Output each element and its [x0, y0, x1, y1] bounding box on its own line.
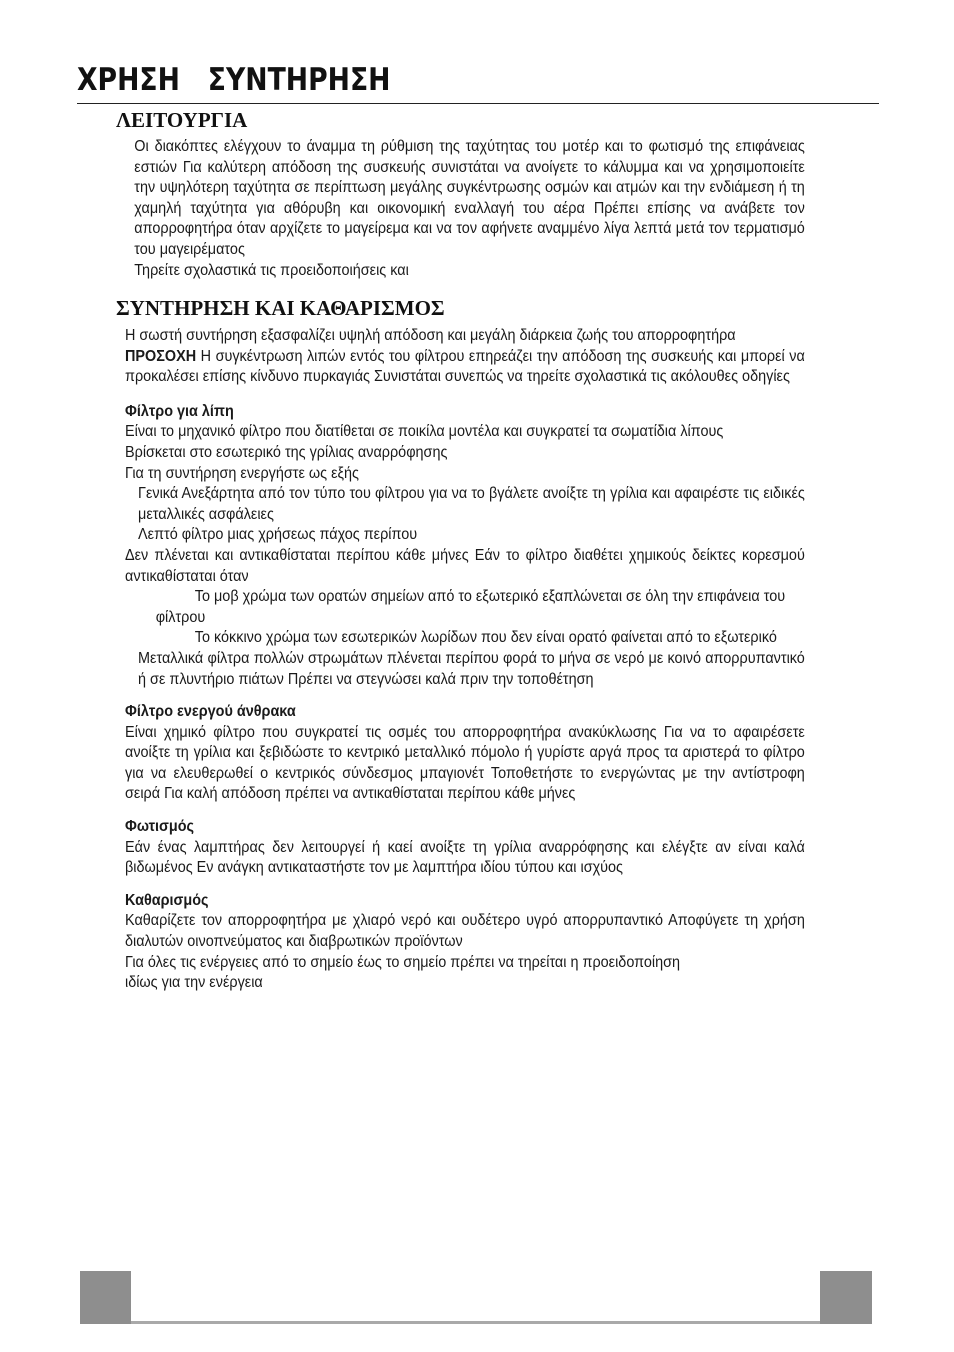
footer-left-box — [80, 1271, 131, 1324]
lighting-heading: Φωτισμός — [125, 818, 195, 836]
grease-filter-line1: Είναι το μηχανικό φίλτρο που διατίθεται σε ποικίλα μοντέλα και συγκρατεί τα σωματίδια λίπους — [125, 423, 724, 441]
grease-filter-metal: Μεταλλικά φίλτρα πολλών στρωμάτων πλένεται περίπου φορά το μήνα σε νερό με κοινό απορρυπαντικό ή σε πλυντήριο πιάτων Πρέπει να στεγνώσει καλά πριν την τοποθέτηση — [138, 649, 805, 688]
grease-filter-general: Γενικά Ανεξάρτητα από τον τύπο του φίλτρου για να το βγάλετε ανοίξτε τη γρίλια και αφαιρέστε τις ειδικές μεταλλικές ασφάλειες — [138, 485, 805, 523]
cleaning-note: Για όλες τις ενέργειες από το σημείο έως το σημείο πρέπει να τηρείται η προειδοποίηση — [125, 953, 681, 971]
cleaning-text: Καθαρίζετε τον απορροφητήρα με χλιαρό νερό και ουδέτερο υγρό απορρυπαντικό Αποφύγετε τη χρήση διαλυτών οινοπνεύματος και διαβρωτικών προϊόντων — [125, 912, 805, 951]
operation-warning-note: Τηρείτε σχολαστικά τις προειδοποιήσεις και — [134, 261, 409, 279]
maintenance-heading: ΣΥΝΤΗΡΗΣΗ ΚΑΙ ΚΑΘΑΡΙΣΜΟΣ — [116, 296, 445, 320]
operation-paragraph: Οι διακόπτες ελέγχουν το άναμμα τη ρύθμιση της ταχύτητας του μοτέρ και το φωτισμό της επιφάνειας εστιών Για καλύτερη απόδοση της συσκευής συνιστάται να ανοίγετε το κάλυμμα και να χρησιμοποιείτε την υψηλότερη ταχύτητα σε περίπτωση μεγάλης συγκέντρωσης οσμών και ατμών και την ενδιάμεση ή τη χαμηλή ταχύτητα για αθόρυβη και οικονομική εναλλαγή του αέρα Πρέπει επίσης να ανάβετε τον απορροφητήρα όταν αρχίζετε το μαγείρεμα και να τον αφήνετε αναμμένο λίγα λεπτά μετά τον τερματισμό του μαγειρέματος — [134, 138, 805, 258]
operation-section — [125, 137, 805, 281]
operation-heading: ΛΕΙΤΟΥΡΓΙΑ — [116, 108, 248, 132]
grease-filter-indicator1: Το μοβ χρώμα των ορατών σημείων από το εξωτερικό εξαπλώνεται σε όλη την επιφάνεια του — [194, 588, 786, 606]
page-title: ΧΡΗΣΗ ΣΥΝΤΗΡΗΣΗ — [77, 62, 391, 98]
grease-filter-line3: Για τη συντήρηση ενεργήστε ως εξής — [125, 464, 359, 482]
carbon-filter-text: Είναι χημικό φίλτρο που συγκρατεί τις οσμές του απορροφητήρα ανακύκλωσης Για να το αφαιρέσετε ανοίξτε τη γρίλια και ξεβιδώστε το κεντρικό μεταλλικό πόμολο ή γυρίστε αργά προς τα αριστερά το φίλτρο για να ελευθερωθεί ο κεντρικός σύνδεσμος μπαγιονέτ Τοποθετήστε το ενεργώντας με την αντίστροφη σειρά Για καλή απόδοση πρέπει να αντικαθίσταται περίπου κάθε μήνες — [125, 723, 805, 803]
carbon-filter-heading: Φίλτρο ενεργού άνθρακα — [125, 703, 296, 721]
title-divider — [77, 103, 879, 104]
lighting-text: Εάν ένας λαμπτήρας δεν λειτουργεί ή καεί ανοίξτε τη γρίλια αναρρόφησης και ελέγξτε αν είναι καλά βιδωμένος Εν ανάγκη αντικαταστήστε τον με λαμπτήρα ιδίου τύπου και ισχύος — [125, 838, 805, 877]
cleaning-heading: Καθαρισμός — [125, 891, 209, 909]
grease-filter-heading: Φίλτρο για λίπη — [125, 402, 234, 420]
grease-filter-thin-detail: Δεν πλένεται και αντικαθίσταται περίπου κάθε μήνες Εάν το φίλτρο διαθέτει χημικούς δείκτες κορεσμού αντικαθίσταται όταν — [125, 546, 805, 585]
grease-filter-indicator2: Το κόκκινο χρώμα των εσωτερικών λωρίδων που δεν είναι ορατό φαίνεται από το εξωτερικό — [194, 629, 777, 647]
maintenance-section — [125, 326, 805, 994]
footer-divider — [131, 1321, 820, 1324]
grease-filter-indicator1-cont: φίλτρου — [155, 608, 206, 626]
grease-filter-line2: Βρίσκεται στο εσωτερικό της γρίλιας αναρρόφησης — [125, 443, 448, 461]
caution-text: Η συγκέντρωση λιπών εντός του φίλτρου επηρεάζει την απόδοση της συσκευής και μπορεί να προκαλέσει επίσης κίνδυνο πυρκαγιάς Συνιστάται συνεπώς να τηρείτε σχολαστικά τις ακόλουθες οδηγίες — [125, 347, 805, 386]
maintenance-intro: Η σωστή συντήρηση εξασφαλίζει υψηλή απόδοση και μεγάλη διάρκεια ζωής του απορροφητήρα — [125, 327, 736, 344]
maintenance-caution — [125, 347, 805, 388]
cleaning-note-cont: ιδίως για την ενέργεια — [125, 974, 263, 992]
footer-right-box — [820, 1271, 872, 1324]
caution-label: ΠΡΟΣΟΧΗ — [125, 347, 197, 365]
grease-filter-thin: Λεπτό φίλτρο μιας χρήσεως πάχος περίπου — [138, 526, 418, 544]
